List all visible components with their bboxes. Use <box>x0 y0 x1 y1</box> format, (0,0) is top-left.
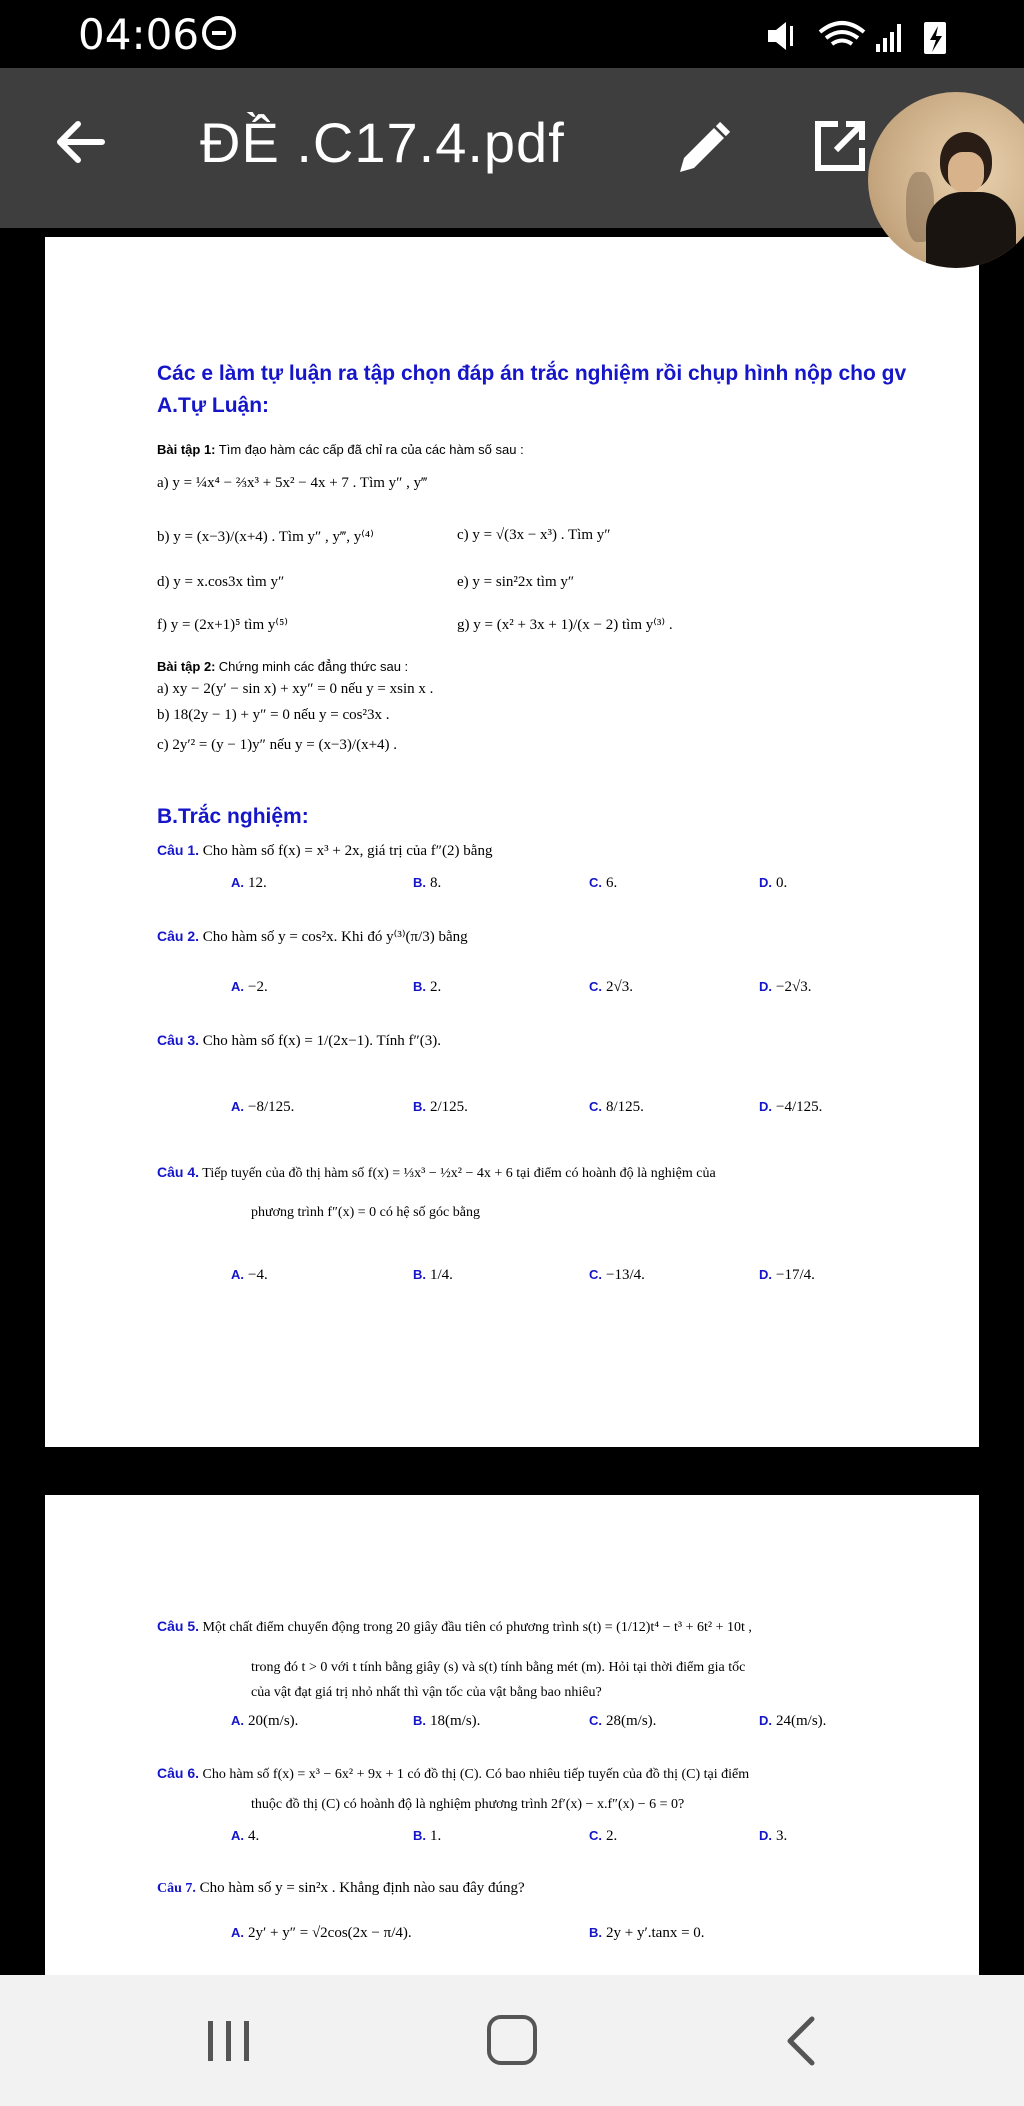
answer-option[interactable]: A. 2y′ + y″ = √2cos(2x − π/4). <box>231 1925 412 1941</box>
exercise-1-label: Bài tập 1: <box>157 442 216 457</box>
pdf-page-2 <box>45 1495 979 1975</box>
answer-option[interactable]: A. 12. <box>231 875 267 891</box>
answer-option[interactable]: D. −2√3. <box>759 979 812 995</box>
exercise-2-item: c) 2y′² = (y − 1)y″ nếu y = (x−3)/(x+4) . <box>157 737 398 753</box>
exercise-1-item: b) y = (x−3)/(x+4) . Tìm y″ , y‴, y⁽⁴⁾ <box>157 529 374 545</box>
answer-option[interactable]: C. 2√3. <box>589 979 633 995</box>
question-7: Câu 7. Cho hàm số y = sin²x . Khẳng định nào sau đây đúng? <box>157 1880 525 1896</box>
edit-pencil-icon[interactable] <box>672 118 734 180</box>
status-time: 04:06 <box>78 10 200 59</box>
exercise-1-item: e) y = sin²2x tìm y″ <box>457 574 575 590</box>
question-6: Câu 6. Cho hàm số f(x) = x³ − 6x² + 9x + 1 có đồ thị (C). Có bao nhiêu tiếp tuyến của đồ thị (C) tại điểm <box>157 1765 750 1782</box>
exercise-1-text: Tìm đạo hàm các cấp đã chỉ ra của các hàm số sau : <box>218 442 524 457</box>
do-not-disturb-icon <box>202 16 236 50</box>
answer-option[interactable]: D. 24(m/s). <box>759 1713 827 1729</box>
answer-option[interactable]: A. −4. <box>231 1267 268 1283</box>
back-arrow-icon[interactable] <box>50 112 110 172</box>
document-title: ĐỀ .C17.4.pdf <box>200 111 565 174</box>
question-4-cont: phương trình f″(x) = 0 có hệ số góc bằng <box>251 1205 480 1220</box>
exercise-1-item: c) y = √(3x − x³) . Tìm y″ <box>457 527 611 543</box>
answer-option[interactable]: B. 2/125. <box>413 1099 468 1115</box>
answer-option[interactable]: C. 2. <box>589 1828 618 1844</box>
question-5-cont: trong đó t > 0 với t tính bằng giây (s) và s(t) tính bằng mét (m). Hỏi tại thời điểm gia tốc <box>251 1660 746 1675</box>
exercise-1-item: f) y = (2x+1)⁵ tìm y⁽⁵⁾ <box>157 617 288 633</box>
answer-option[interactable]: D. 0. <box>759 875 788 891</box>
pdf-page-1 <box>45 237 979 1447</box>
recent-apps-icon[interactable] <box>206 2017 252 2065</box>
signal-icon <box>876 24 901 52</box>
answer-option[interactable]: B. 2y + y′.tanx = 0. <box>589 1925 705 1941</box>
section-a-title: A.Tự Luận: <box>157 394 270 417</box>
exercise-2-header <box>157 659 408 675</box>
answer-option[interactable]: D. 3. <box>759 1828 788 1844</box>
question-6-cont: thuộc đồ thị (C) có hoành độ là nghiệm phương trình 2f′(x) − x.f″(x) − 6 = 0? <box>251 1797 685 1812</box>
exercise-1-item: d) y = x.cos3x tìm y″ <box>157 574 285 590</box>
answer-option[interactable]: A. 4. <box>231 1828 260 1844</box>
status-icons <box>764 16 964 56</box>
exercise-2-item: a) xy − 2(y′ − sin x) + xy″ = 0 nếu y = xsin x . <box>157 681 434 697</box>
page-heading: Các e làm tự luận ra tập chọn đáp án trắc nghiệm rồi chụp hình nộp cho gv <box>157 362 907 385</box>
status-bar <box>0 0 1024 68</box>
question-5-cont: của vật đạt giá trị nhỏ nhất thì vận tốc của vật bằng bao nhiêu? <box>251 1685 602 1700</box>
answer-option[interactable]: B. 18(m/s). <box>413 1713 481 1729</box>
mute-icon <box>768 22 793 50</box>
open-external-icon[interactable] <box>812 118 868 174</box>
navigation-bar <box>0 1975 1024 2106</box>
exercise-1-item: a) y = ¼x⁴ − ⅔x³ + 5x² − 4x + 7 . Tìm y″ , y‴ <box>157 475 428 491</box>
answer-option[interactable]: A. 20(m/s). <box>231 1713 299 1729</box>
battery-icon <box>924 22 946 54</box>
exercise-1-item: g) y = (x² + 3x + 1)/(x − 2) tìm y⁽³⁾ . <box>457 617 673 633</box>
exercise-2-item: b) 18(2y − 1) + y″ = 0 nếu y = cos²3x . <box>157 707 390 723</box>
question-2: Câu 2. Cho hàm số y = cos²x. Khi đó y⁽³⁾(π/3) bằng <box>157 928 468 945</box>
exercise-2-label: Bài tập 2: <box>157 659 216 674</box>
answer-option[interactable]: A. −2. <box>231 979 268 995</box>
answer-option[interactable]: B. 2. <box>413 979 442 995</box>
answer-option[interactable]: B. 1/4. <box>413 1267 453 1283</box>
home-icon[interactable] <box>487 2015 537 2065</box>
answer-option[interactable]: C. 8/125. <box>589 1099 644 1115</box>
exercise-2-text: Chứng minh các đẳng thức sau : <box>218 659 409 674</box>
answer-option[interactable]: D. −17/4. <box>759 1267 815 1283</box>
answer-option[interactable]: C. −13/4. <box>589 1267 645 1283</box>
answer-option[interactable]: C. 28(m/s). <box>589 1713 657 1729</box>
section-b-title: B.Trắc nghiệm: <box>157 805 309 828</box>
answer-option[interactable]: B. 8. <box>413 875 442 891</box>
answer-option[interactable]: D. −4/125. <box>759 1099 823 1115</box>
exercise-1-header <box>157 442 524 458</box>
question-4: Câu 4. Tiếp tuyến của đồ thị hàm số f(x) = ⅓x³ − ½x² − 4x + 6 tại điểm có hoành độ là nghiệm của <box>157 1164 716 1181</box>
answer-option[interactable]: C. 6. <box>589 875 618 891</box>
question-5: Câu 5. Một chất điểm chuyển động trong 20 giây đầu tiên có phương trình s(t) = (1/12)t⁴ − t³ + 6t² + 10t , <box>157 1618 752 1635</box>
answer-option[interactable]: A. −8/125. <box>231 1099 295 1115</box>
wifi-icon <box>820 23 864 44</box>
nav-back-icon[interactable] <box>780 2015 820 2067</box>
question-1: Câu 1. Cho hàm số f(x) = x³ + 2x, giá trị của f″(2) bằng <box>157 842 493 859</box>
question-3: Câu 3. Cho hàm số f(x) = 1/(2x−1). Tính f″(3). <box>157 1032 442 1049</box>
answer-option[interactable]: B. 1. <box>413 1828 442 1844</box>
